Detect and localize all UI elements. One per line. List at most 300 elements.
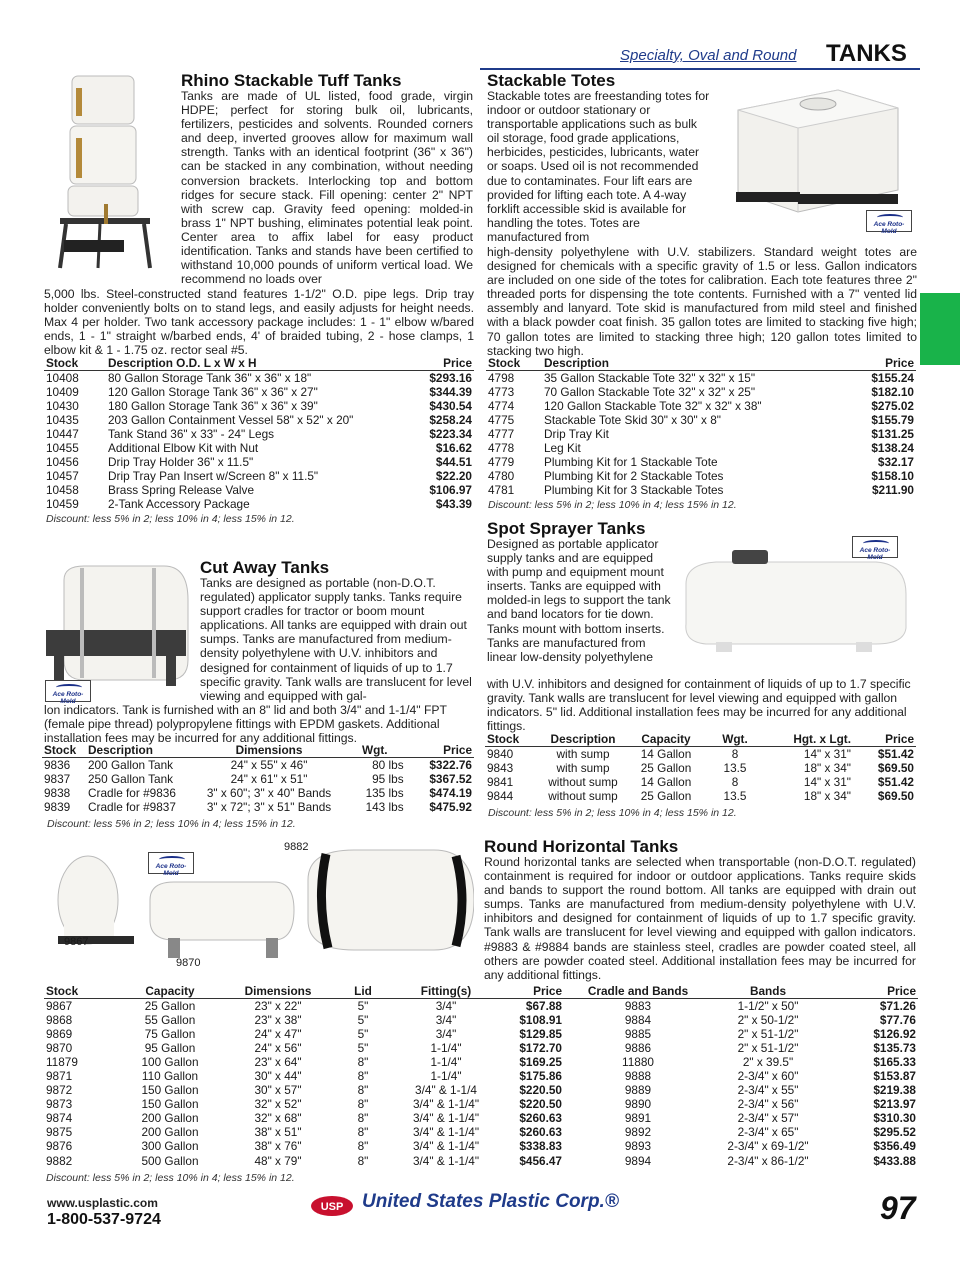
table-cell: Tank Stand 36" x 33" - 24" Legs [108, 427, 275, 442]
rhino-discount: Discount: less 5% in 2; less 10% in 4; less 15% in 12. [46, 513, 295, 525]
table-cell: $129.85 [519, 1027, 562, 1042]
table-cell: $51.42 [877, 747, 914, 761]
table-cell: 2-3/4" x 86-1/2" [727, 1153, 809, 1168]
table-cell: 2-3/4" x 60" [737, 1069, 799, 1084]
table-cell: $260.63 [519, 1111, 562, 1126]
round-image [44, 840, 474, 970]
table-cell: $456.47 [519, 1153, 562, 1168]
table-row [44, 1139, 918, 1153]
table-cell: Cradle for #9836 [88, 786, 176, 801]
table-cell: 18" x 34" [803, 761, 851, 776]
cutaway-description: Tanks are designed as portable (non-D.O.T. regulated) applicator supply tanks. Tanks require support cradles for tractor or boom mount applications. All tanks are equipped with drain out sumps. Tanks are manufactured from medium-density polyethylene with U.V. inhibitors and designed for containment of liquids of up to 1.7 specific gravity. Tank walls are translucent for level viewing and equipped with gal- [200, 576, 472, 703]
table-row [44, 1154, 918, 1168]
table-cell: 9843 [487, 761, 514, 776]
table-cell: Brass Spring Release Valve [108, 483, 255, 498]
round-table-body [44, 999, 918, 1168]
ace-roto-mold-logo: Ace Roto-Mold [852, 536, 898, 558]
table-cell: 8" [357, 1055, 369, 1070]
table-cell: $69.50 [877, 761, 914, 776]
table-cell: $344.39 [429, 385, 472, 400]
rhino-table-body [44, 371, 474, 512]
table-row [486, 413, 916, 427]
table-cell: 9886 [624, 1041, 652, 1056]
col-capacity: Capacity [631, 733, 701, 747]
table-row [486, 385, 916, 399]
table-cell: $16.62 [435, 441, 472, 456]
page-number: 97 [880, 1190, 916, 1226]
table-cell: $475.92 [429, 800, 472, 815]
rhino-description-cont: 5,000 lbs. Steel-constructed stand features 1-1/2" O.D. pipe legs. Drip tray holder conveniently bolts on to stand legs, and easily adjusts for height needs. Max 4 per holder. Two tank accessory package includes: 1 - 1" elbow w/bared ends, 1 - 1" straight w/barbed ends, 4' of braided tubing, 2 - hose clamps, 1 elbow kit & 1 - 1.75 oz. rector seal #5. [44, 287, 474, 358]
table-cell: 9882 [46, 1153, 73, 1168]
table-row [486, 371, 916, 386]
table-cell: $22.20 [435, 469, 472, 484]
table-cell: 5" [357, 999, 369, 1013]
table-cell: $430.54 [429, 399, 472, 414]
table-cell: 80 lbs [372, 758, 404, 772]
table-cell: 3/4" & 1-1/4 [415, 1083, 477, 1098]
table-cell: 135 lbs [365, 786, 404, 801]
header-category: Specialty, Oval and Round [620, 47, 797, 64]
col-bands: Bands [712, 985, 824, 999]
col-dimensions: Dimensions [226, 985, 330, 999]
table-row [44, 999, 918, 1014]
table-cell: $69.50 [877, 789, 914, 804]
table-cell: 9871 [46, 1069, 73, 1084]
table-row [44, 1083, 918, 1097]
table-row [42, 800, 474, 814]
col-description: Description [86, 744, 194, 758]
table-cell: 8" [357, 1139, 369, 1154]
table-header [485, 733, 916, 747]
table-row [44, 413, 474, 427]
table-cell: 18" x 34" [803, 789, 851, 804]
footer-url[interactable]: www.usplastic.com [47, 1196, 158, 1210]
totes-table [486, 357, 916, 497]
table-cell: 10458 [46, 483, 79, 498]
table-cell: $322.76 [429, 758, 472, 772]
table-cell: 2-3/4" x 57" [737, 1111, 799, 1126]
table-cell: Drip Tray Kit [544, 427, 609, 442]
table-cell: 9884 [624, 1013, 652, 1028]
table-cell: $108.91 [519, 1013, 562, 1028]
table-cell: $175.86 [519, 1069, 562, 1084]
col-dimensions: Dimensions [194, 744, 344, 758]
table-cell: 180 Gallon Storage Tank 36" x 36" x 39" [108, 399, 318, 414]
table-cell: 2" x 51-1/2" [737, 1027, 799, 1042]
table-cell: 200 Gallon [141, 1125, 199, 1140]
table-cell: 2-3/4" x 69-1/2" [727, 1139, 809, 1154]
col-weight: Wgt. [701, 733, 769, 747]
ace-roto-mold-logo: Ace Roto-Mold [45, 680, 91, 702]
table-cell: 10457 [46, 469, 79, 484]
col-fittings: Fitting(s) [396, 985, 496, 999]
totes-discount: Discount: less 5% in 2; less 10% in 4; less 15% in 12. [488, 499, 737, 511]
table-cell: 30" x 44" [254, 1069, 302, 1084]
table-cell: $338.83 [519, 1139, 562, 1154]
col-weight: Wgt. [344, 744, 406, 758]
table-row [44, 455, 474, 469]
footer-company: United States Plastic Corp.® [362, 1191, 619, 1212]
table-cell: 8 [731, 747, 739, 761]
table-cell: 9891 [624, 1111, 652, 1126]
table-cell: 14 Gallon [640, 775, 692, 790]
rhino-description: Tanks are made of UL listed, food grade, virgin HDPE; perfect for storing bulk oil, lubricants, fertilizers, pesticides and solvents. Rounded corners and deep, inverted grooves allow for maximum wall strength. Tanks with an identical footprint (36" x 36") can be stacked in any combination, without needing conversion brackets. Interlocking top and bottom ridges for secure stack. Fill opening: center 2" NPT with screw cap. Gravity feed opening: molded-in brass 1" NPT bushing, eliminates potential leak point. Center area to affix label for easy product identification. Tanks and stands have been certified to withstand 10,000 pounds of uniform vertical load. We recommend no loads over [181, 89, 473, 287]
footer-phone: 1-800-537-9724 [47, 1211, 161, 1228]
spot-title: Spot Sprayer Tanks [487, 519, 646, 538]
table-cell: $367.52 [429, 772, 472, 787]
table-cell: 9874 [46, 1111, 73, 1126]
table-cell: $138.24 [871, 441, 914, 456]
table-cell: 9889 [624, 1083, 652, 1098]
table-row [44, 1055, 918, 1069]
totes-title: Stackable Totes [487, 71, 616, 90]
table-cell: 9883 [624, 999, 652, 1013]
table-cell: $295.52 [873, 1125, 916, 1140]
table-cell: 80 Gallon Storage Tank 36" x 36" x 18" [108, 371, 312, 385]
table-cell: Drip Tray Pan Insert w/Screen 8" x 11.5" [108, 469, 319, 484]
col-description: Description O.D. L x W x H [106, 357, 416, 371]
col-description: Description [535, 733, 631, 747]
col-stock: Stock [44, 985, 114, 999]
table-row [485, 789, 916, 803]
table-cell: $135.73 [873, 1041, 916, 1056]
table-row [44, 1097, 918, 1111]
table-cell: Plumbing Kit for 2 Stackable Totes [544, 469, 724, 484]
table-row [44, 399, 474, 413]
table-cell: 8" [357, 1111, 369, 1126]
table-cell: 250 Gallon Tank [88, 772, 174, 787]
image-label-9867: 9867 [64, 936, 89, 948]
table-row [42, 758, 474, 773]
table-cell: Plumbing Kit for 1 Stackable Tote [544, 455, 718, 470]
table-cell: 10459 [46, 497, 79, 512]
table-cell: $433.88 [873, 1153, 916, 1168]
table-cell: 4774 [488, 399, 515, 414]
col-stock: Stock [486, 357, 542, 371]
table-cell: 3/4" & 1-1/4" [412, 1097, 480, 1112]
table-row [486, 441, 916, 455]
table-cell: 120 Gallon Stackable Tote 32" x 32" x 38" [544, 399, 762, 414]
table-cell: 4781 [488, 483, 515, 498]
table-cell: 9872 [46, 1083, 73, 1098]
table-cell: 3/4" [435, 1013, 457, 1028]
table-cell: $356.49 [873, 1139, 916, 1154]
table-cell: 3/4" [435, 1027, 457, 1042]
table-cell: $153.87 [873, 1069, 916, 1084]
col-price-2: Price [824, 985, 918, 999]
image-label-9870: 9870 [176, 957, 201, 969]
table-cell: 32" x 52" [254, 1097, 302, 1112]
table-row [44, 385, 474, 399]
table-row [44, 1041, 918, 1055]
table-cell: 75 Gallon [144, 1027, 196, 1042]
table-cell: $155.79 [871, 413, 914, 428]
table-cell: 3/4" & 1-1/4" [412, 1125, 480, 1140]
table-cell: 3/4" & 1-1/4" [412, 1153, 480, 1168]
table-cell: 9839 [44, 800, 71, 815]
table-row [42, 772, 474, 786]
col-price: Price [851, 357, 916, 371]
col-price: Price [416, 357, 474, 371]
usp-logo [310, 1194, 354, 1218]
table-cell: 10435 [46, 413, 79, 428]
table-cell: 9893 [624, 1139, 652, 1154]
table-cell: 3/4" & 1-1/4" [412, 1111, 480, 1126]
table-row [44, 1013, 918, 1027]
table-cell: 55 Gallon [144, 1013, 196, 1028]
usp-logo-text: USP [320, 1201, 344, 1213]
table-cell: 38" x 76" [254, 1139, 302, 1154]
table-cell: 8" [357, 1083, 369, 1098]
table-cell: 100 Gallon [141, 1055, 199, 1070]
cutaway-title: Cut Away Tanks [200, 558, 330, 577]
table-cell: 2-3/4" x 56" [737, 1097, 799, 1112]
table-cell: 8" [357, 1153, 369, 1168]
table-cell: 10456 [46, 455, 79, 470]
table-cell: 48" x 79" [254, 1153, 302, 1168]
table-cell: 3" x 60"; 3" x 40" Bands [206, 786, 332, 801]
table-cell: 1-1/4" [430, 1069, 462, 1084]
table-cell: 38" x 51" [254, 1125, 302, 1140]
table-header [44, 985, 918, 999]
table-cell: $182.10 [871, 385, 914, 400]
table-cell: 9888 [624, 1069, 652, 1084]
table-cell: 14" x 31" [803, 775, 851, 790]
table-cell: 150 Gallon [141, 1097, 199, 1112]
table-cell: 3/4" & 1-1/4" [412, 1139, 480, 1154]
table-cell: 23" x 38" [254, 1013, 302, 1028]
table-cell: 30" x 57" [254, 1083, 302, 1098]
table-row [485, 775, 916, 789]
table-cell: without sump [548, 775, 618, 790]
tote-image [718, 80, 908, 220]
table-cell: 5" [357, 1013, 369, 1028]
header-rule [480, 68, 920, 70]
table-cell: Leg Kit [544, 441, 581, 456]
table-cell: $67.88 [525, 999, 562, 1013]
table-cell: 95 Gallon [144, 1041, 196, 1056]
table-row [486, 399, 916, 413]
table-cell: $275.02 [871, 399, 914, 414]
table-cell: Additional Elbow Kit with Nut [108, 441, 259, 456]
table-cell: $220.50 [519, 1083, 562, 1098]
table-cell: 150 Gallon [141, 1083, 199, 1098]
rhino-title: Rhino Stackable Tuff Tanks [181, 71, 402, 90]
table-cell: 5" [357, 1027, 369, 1042]
table-cell: $172.70 [519, 1041, 562, 1056]
table-row [485, 761, 916, 775]
ace-roto-mold-logo: Ace Roto-Mold [866, 210, 912, 232]
table-cell: 9840 [487, 747, 514, 761]
table-cell: 4773 [488, 385, 515, 400]
table-row [486, 455, 916, 469]
cutaway-table-body [42, 758, 474, 815]
table-cell: 10409 [46, 385, 79, 400]
table-cell: 5" [357, 1041, 369, 1056]
table-row [486, 469, 916, 483]
table-cell: $77.76 [879, 1013, 916, 1028]
table-cell: 24" x 55" x 46" [230, 758, 308, 772]
table-cell: Stackable Tote Skid 30" x 30" x 8" [544, 413, 721, 428]
table-cell: 110 Gallon [141, 1069, 199, 1084]
table-cell: 24" x 56" [254, 1041, 302, 1056]
table-cell: 2-3/4" x 55" [737, 1083, 799, 1098]
table-row [486, 483, 916, 497]
col-price: Price [406, 744, 474, 758]
table-row [44, 1027, 918, 1041]
table-cell: 8" [357, 1125, 369, 1140]
table-cell: 9873 [46, 1097, 73, 1112]
table-cell: 9836 [44, 758, 71, 772]
table-cell: 8" [357, 1069, 369, 1084]
table-cell: 300 Gallon [141, 1139, 199, 1154]
col-stock: Stock [42, 744, 86, 758]
table-row [44, 371, 474, 386]
table-cell: 9870 [46, 1041, 73, 1056]
table-row [44, 469, 474, 483]
table-cell: $169.25 [519, 1055, 562, 1070]
col-price: Price [853, 733, 916, 747]
round-table [44, 985, 918, 1168]
totes-table-body [486, 371, 916, 498]
table-row [44, 1111, 918, 1125]
table-cell: 4775 [488, 413, 515, 428]
table-cell: 3" x 72"; 3" x 51" Bands [206, 800, 332, 815]
table-cell: 14 Gallon [640, 747, 692, 761]
table-cell: 9892 [624, 1125, 652, 1140]
table-cell: 1-1/4" [430, 1055, 462, 1070]
table-cell: 500 Gallon [141, 1153, 199, 1168]
table-cell: 9837 [44, 772, 71, 787]
table-cell: 10455 [46, 441, 79, 456]
table-header [486, 357, 916, 371]
table-cell: 9867 [46, 999, 73, 1013]
round-title: Round Horizontal Tanks [484, 837, 679, 856]
table-cell: with sump [556, 747, 610, 761]
table-row [485, 747, 916, 762]
cutaway-description-cont: lon indicators. Tank is furnished with an 8" lid and both 3/4" and 1-1/4" FPT (female pipe thread) polypropylene fittings with EPDM gaskets. Additional installation fees may be incurred for any additional fittings. [44, 703, 447, 746]
col-price: Price [496, 985, 564, 999]
table-cell: 9894 [624, 1153, 652, 1168]
table-cell: 24" x 61" x 51" [230, 772, 308, 787]
table-cell: 2" x 39.5" [742, 1055, 794, 1070]
table-cell: Cradle for #9837 [88, 800, 176, 815]
table-cell: with sump [556, 761, 610, 776]
table-cell: 4780 [488, 469, 515, 484]
table-cell: 120 Gallon Storage Tank 36" x 36" x 27" [108, 385, 318, 400]
table-cell: $293.16 [429, 371, 472, 385]
table-cell: 25 Gallon [640, 789, 692, 804]
spot-description-cont: with U.V. inhibitors and designed for containment of liquids of up to 1.7 specific gravity. Tank walls are translucent for level viewing and equipped with gallon indicators. 5" lid. Additional installation fees may be incurred for any additional fittings. [487, 677, 911, 734]
table-cell: 13.5 [723, 789, 747, 804]
table-cell: $32.17 [877, 455, 914, 470]
table-cell: 4778 [488, 441, 515, 456]
table-cell: 2" x 50-1/2" [737, 1013, 799, 1028]
round-description: Round horizontal tanks are selected when transportable (non-D.O.T. regulated) containment is required for indoor or outdoor applications. Tanks require skids and bands to support the round bottom. All tanks are equipped with drain out sumps. Tanks are manufactured from medium-density polyethylene with U.V. inhibitors and designed for containment of liquids of up to 1.7 specific gravity. Tank walls are translucent for level viewing and equipped with gallon indicators. #9883 & #9884 bands are stainless steel, cradles are powder coated steel, all others are powder coated steel. Additional installation fees may be incurred for any additional fittings. [484, 855, 916, 982]
section-tab [920, 293, 960, 365]
table-row [44, 1125, 918, 1139]
table-cell: 143 lbs [365, 800, 404, 815]
col-description: Description [542, 357, 851, 371]
table-cell: 200 Gallon [141, 1111, 199, 1126]
table-cell: 32" x 68" [254, 1111, 302, 1126]
col-capacity: Capacity [114, 985, 226, 999]
table-cell: 11880 [622, 1055, 654, 1070]
table-cell: 9841 [487, 775, 514, 790]
table-cell: $131.25 [871, 427, 914, 442]
col-cradle: Cradle and Bands [564, 985, 712, 999]
col-lid: Lid [330, 985, 396, 999]
table-cell: $223.34 [429, 427, 472, 442]
table-cell: 24" x 47" [254, 1027, 302, 1042]
table-cell: $213.97 [873, 1097, 916, 1112]
table-row [44, 497, 474, 511]
spot-table-body [485, 747, 916, 804]
table-cell: $155.24 [871, 371, 914, 385]
table-cell: 23" x 22" [254, 999, 302, 1013]
table-cell: 9876 [46, 1139, 73, 1154]
spot-discount: Discount: less 5% in 2; less 10% in 4; less 15% in 12. [488, 807, 737, 819]
table-cell: 9875 [46, 1125, 73, 1140]
table-cell: 10408 [46, 371, 79, 385]
table-cell: 9844 [487, 789, 514, 804]
cutaway-image [44, 560, 194, 700]
table-row [44, 483, 474, 497]
table-cell: $219.38 [873, 1083, 916, 1098]
table-cell: $165.33 [873, 1055, 916, 1070]
col-stock: Stock [485, 733, 535, 747]
table-cell: Drip Tray Holder 36" x 11.5" [108, 455, 254, 470]
table-cell: $310.30 [873, 1111, 916, 1126]
table-cell: without sump [548, 789, 618, 804]
table-cell: 4798 [488, 371, 515, 385]
table-cell: 9890 [624, 1097, 652, 1112]
table-row [44, 1069, 918, 1083]
table-cell: 23" x 64" [254, 1055, 302, 1070]
totes-description: Stackable totes are freestanding totes for indoor or outdoor stationary or transportable applications such as bulk oil storage, food grade applications, herbicides, pesticides, lubricants, water or soaps. Used oil is not recommended due to contaminates. Four lift ears are provided for lifting each tote. A 4-way forklift accessible skid is available for handling the totes. Totes are manufactured from [487, 89, 710, 244]
table-cell: 4777 [488, 427, 515, 442]
table-cell: 3/4" [435, 999, 457, 1013]
table-cell: $126.92 [873, 1027, 916, 1042]
table-cell: Plumbing Kit for 3 Stackable Totes [544, 483, 724, 498]
table-cell: 25 Gallon [144, 999, 196, 1013]
table-cell: 2-Tank Accessory Package [108, 497, 250, 512]
table-cell: 203 Gallon Containment Vessel 58" x 52" x 20" [108, 413, 354, 428]
col-size: Hgt. x Lgt. [769, 733, 853, 747]
table-cell: $44.51 [435, 455, 472, 470]
spot-description: Designed as portable applicator supply tanks and are equipped with pump and equipment mount inserts. Tanks are equipped with molded-in legs to support the tank and band locators for tie down. Tanks mount with bottom inserts. Tanks are manufactured from linear low-density polyethylene [487, 537, 671, 664]
table-cell: 1-1/2" x 50" [737, 999, 799, 1013]
table-cell: 9885 [624, 1027, 652, 1042]
table-cell: 9868 [46, 1013, 73, 1028]
image-label-9882: 9882 [284, 841, 309, 853]
table-cell: $51.42 [877, 775, 914, 790]
table-cell: 10447 [46, 427, 79, 442]
table-cell: 2" x 51-1/2" [737, 1041, 799, 1056]
table-cell: 95 lbs [372, 772, 404, 787]
table-cell: 4779 [488, 455, 515, 470]
rhino-image [50, 72, 160, 272]
table-cell: 25 Gallon [640, 761, 692, 776]
table-cell: 9869 [46, 1027, 73, 1042]
table-row [42, 786, 474, 800]
table-cell: $43.39 [435, 497, 472, 512]
table-header [42, 744, 474, 758]
table-cell: 8" [357, 1097, 369, 1112]
col-stock: Stock [44, 357, 106, 371]
table-cell: 10430 [46, 399, 79, 414]
table-cell: 14" x 31" [803, 747, 851, 761]
